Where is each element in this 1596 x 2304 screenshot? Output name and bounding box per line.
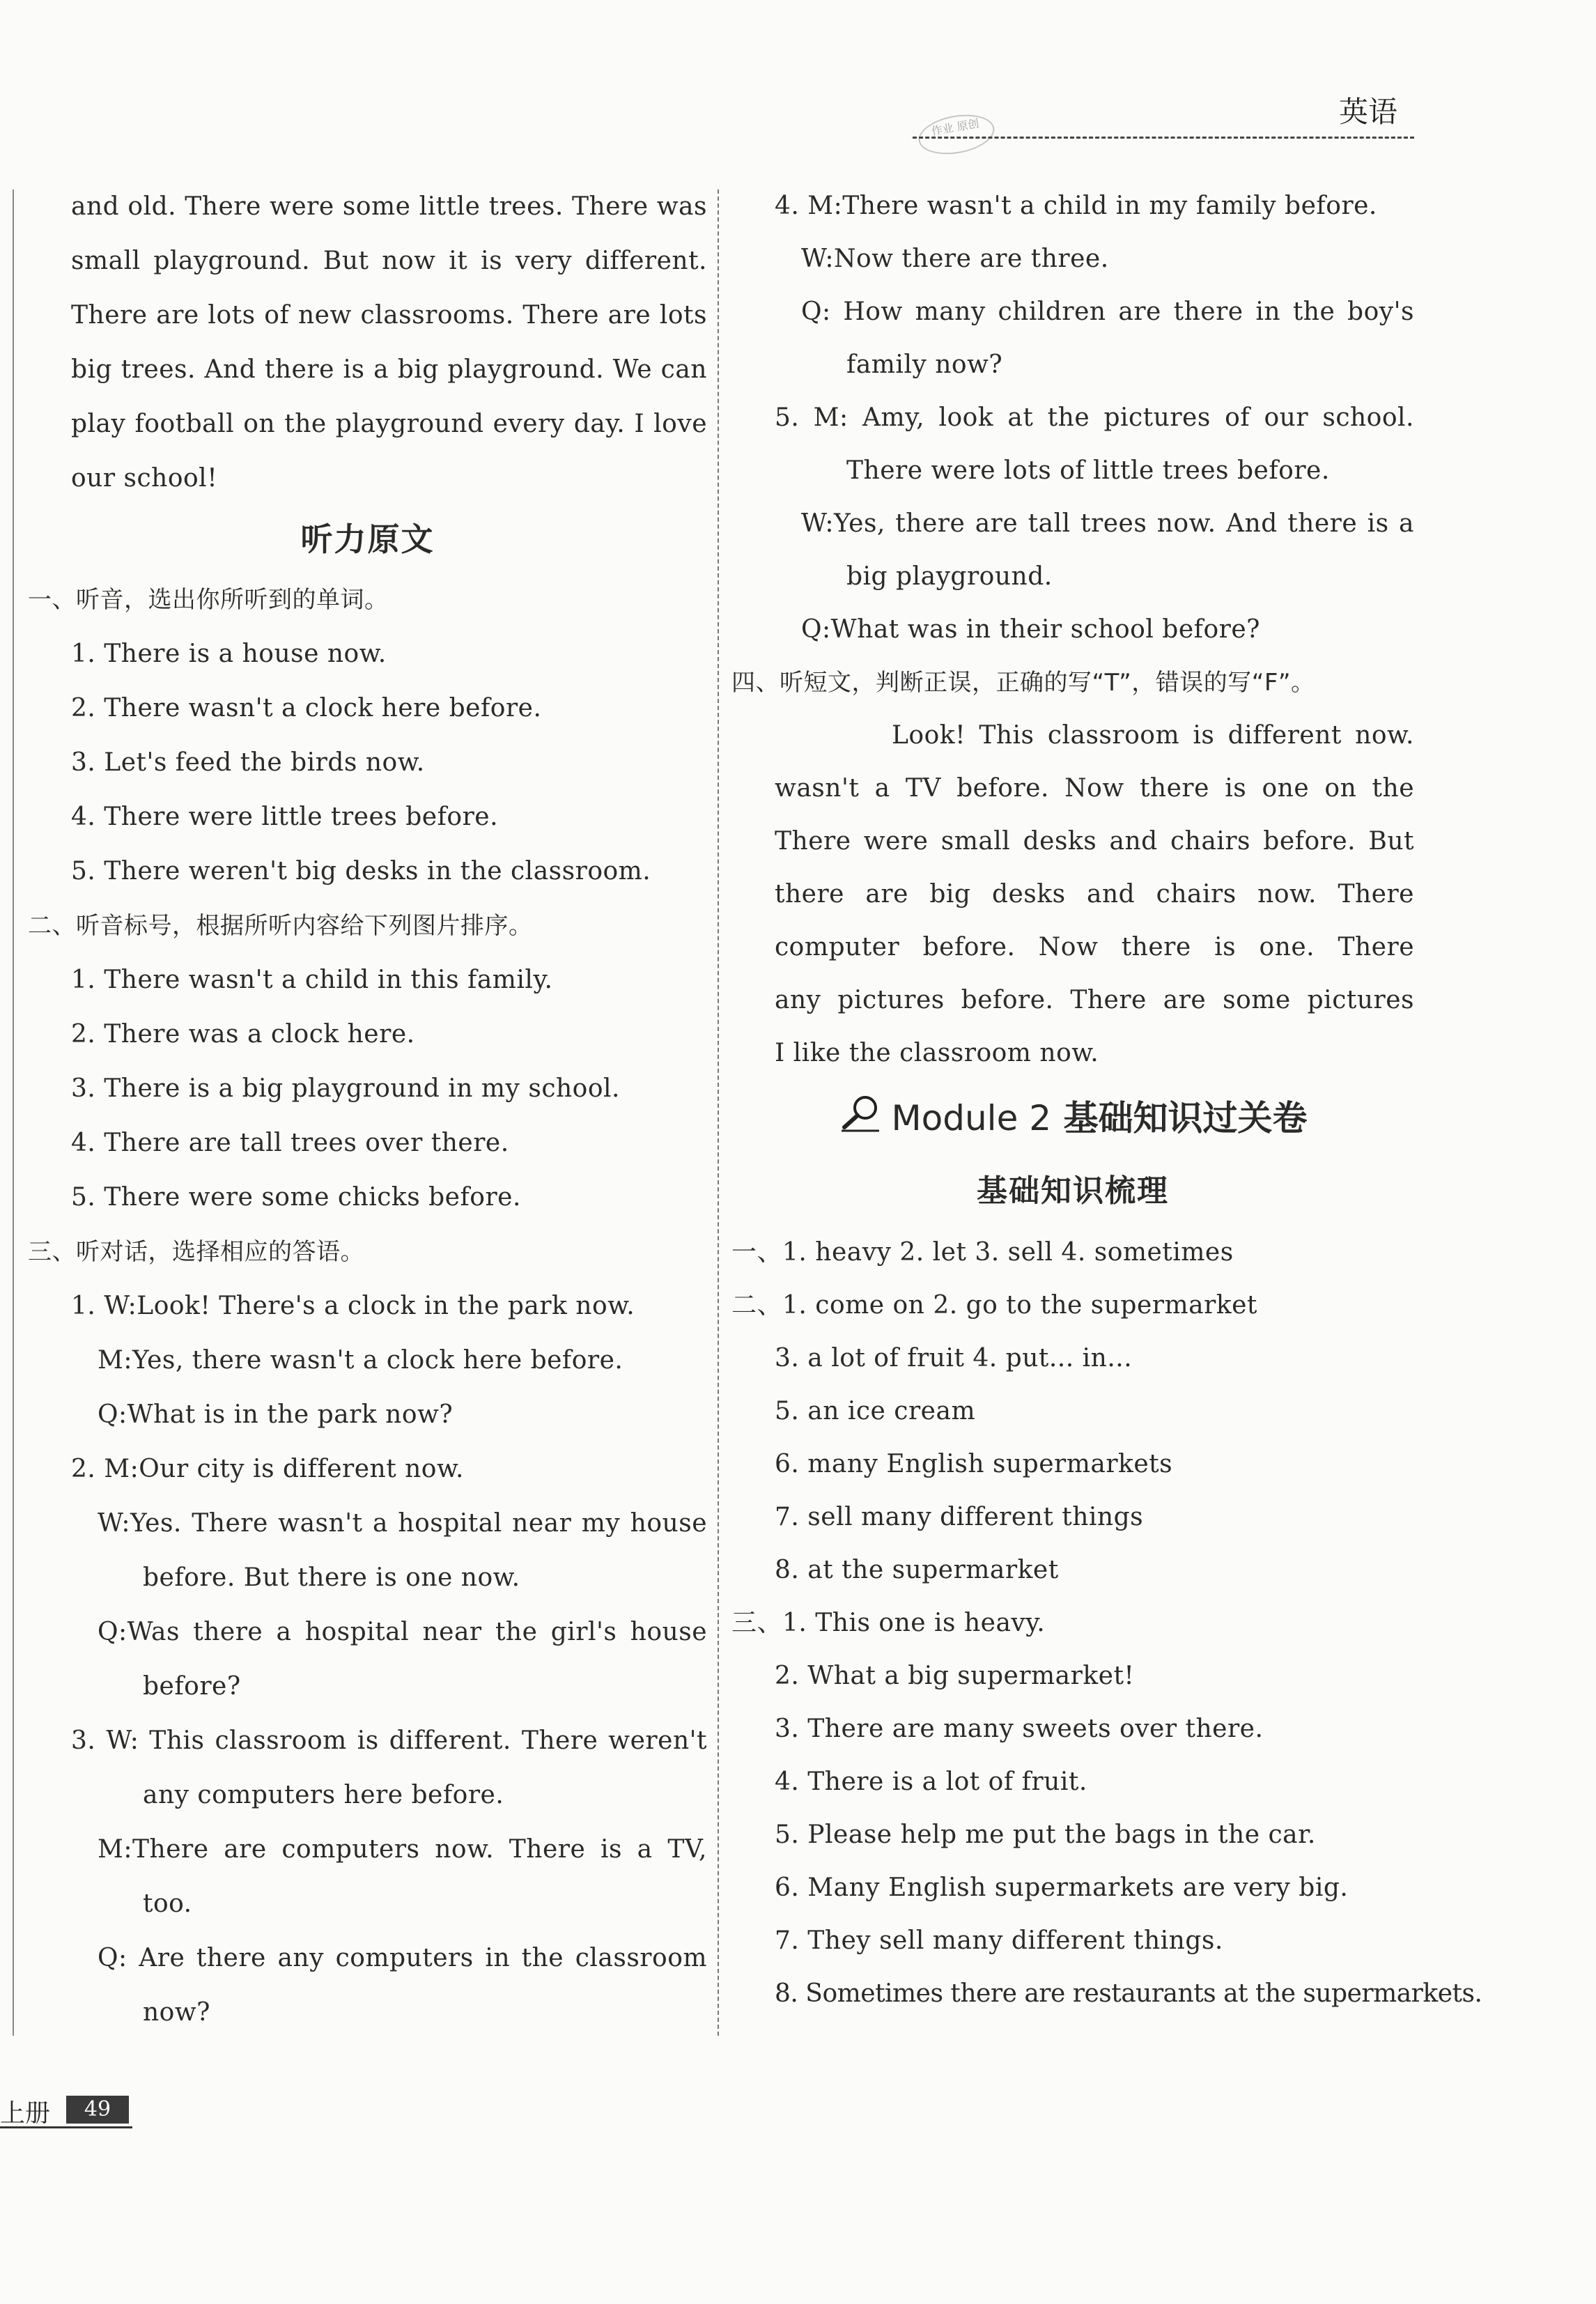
module-title	[731, 1080, 1414, 1157]
answer-line: 8. at the supermarket	[775, 1556, 1059, 1584]
part3-heading: 三、听对话，选择相应的答语。	[28, 1238, 364, 1266]
module-title-en: Module 2	[891, 1098, 1052, 1138]
dialogue-line: M:There are computers now. There is a TV,	[98, 1835, 707, 1864]
subtitle: 基础知识梳理	[977, 1173, 1169, 1209]
column-divider	[718, 190, 719, 2036]
passage-line: Look! This classroom is different now.	[892, 721, 1414, 750]
header-rule	[913, 137, 1414, 139]
answer-line: 5. an ice cream	[775, 1397, 976, 1425]
list-item: 1. There is a house now.	[71, 640, 387, 668]
answer-line: 三、1. This one is heavy.	[731, 1609, 1046, 1637]
passage-line: There are lots of new classrooms. There are lots	[71, 301, 707, 330]
header-subject: 英语	[1339, 95, 1398, 129]
module-title-cn: 基础知识过关卷	[1063, 1098, 1308, 1138]
dialogue-line: W:Yes, there are tall trees now. And there is a	[801, 509, 1414, 538]
passage-line: any pictures before. There are some pictures	[775, 986, 1414, 1014]
list-item: 3. Let's feed the birds now.	[71, 748, 425, 777]
dialogue-line: family now?	[846, 350, 1003, 379]
dialogue-line: big playground.	[846, 562, 1053, 591]
footer-page-number: 49	[66, 2096, 129, 2124]
dialogue-line: Q:What is in the park now?	[98, 1400, 454, 1429]
right-column	[731, 180, 1482, 2020]
dialogue-line: Q: Are there any computers in the classroom	[98, 1944, 707, 1972]
passage-line: there are big desks and chairs now. There	[775, 880, 1414, 909]
dialogue-line: too.	[143, 1889, 192, 1918]
dialogue-line: 4. M:There wasn't a child in my family before.	[775, 192, 1377, 220]
passage-line: play football on the playground every day. I love	[71, 410, 707, 438]
part1-heading: 一、听音，选出你所听到的单词。	[28, 586, 389, 614]
list-item: 1. There wasn't a child in this family.	[71, 966, 553, 994]
passage-line: wasn't a TV before. Now there is one on the	[775, 774, 1414, 803]
answer-line: 2. What a big supermarket!	[775, 1662, 1135, 1690]
dialogue-line: any computers here before.	[143, 1781, 504, 1809]
footer-volume-label: 上册	[0, 2099, 51, 2128]
list-item: 2. There wasn't a clock here before.	[71, 694, 542, 722]
answer-line: 6. many English supermarkets	[775, 1450, 1173, 1478]
footer-rule	[0, 2126, 132, 2128]
answer-line: 一、1. heavy 2. let 3. sell 4. sometimes	[731, 1238, 1234, 1267]
dialogue-line: now?	[143, 1998, 210, 2027]
answer-line: 3. a lot of fruit 4. put... in...	[775, 1344, 1133, 1373]
left-edge-rule	[13, 190, 14, 2036]
part2-heading: 二、听音标号，根据所听内容给下列图片排序。	[28, 912, 533, 940]
dialogue-line: before. But there is one now.	[143, 1563, 520, 1592]
dialogue-line: 1. W:Look! There's a clock in the park now.	[71, 1292, 635, 1320]
dialogue-line: Q:Was there a hospital near the girl's house	[98, 1618, 707, 1646]
answer-line: 4. There is a lot of fruit.	[775, 1768, 1087, 1796]
list-item: 3. There is a big playground in my school.	[71, 1074, 620, 1103]
passage-line: There were small desks and chairs before. But	[775, 827, 1414, 856]
answer-line: 8. Sometimes there are restaurants at the supermarkets.	[775, 1979, 1482, 2008]
answer-line: 7. They sell many different things.	[775, 1926, 1223, 1955]
dialogue-line: Q:What was in their school before?	[801, 615, 1260, 644]
passage-line: and old. There were some little trees. There was	[71, 192, 707, 221]
list-item: 5. There were some chicks before.	[71, 1183, 521, 1212]
passage-line: small playground. But now it is very different.	[71, 247, 707, 275]
passage-line: I like the classroom now.	[775, 1039, 1099, 1067]
list-item: 5. There weren't big desks in the classroom.	[71, 857, 651, 886]
list-item: 4. There were little trees before.	[71, 803, 499, 831]
answer-line: 二、1. come on 2. go to the supermarket	[731, 1291, 1257, 1320]
section-title: 听力原文	[300, 520, 435, 558]
dialogue-line: M:Yes, there wasn't a clock here before.	[98, 1346, 623, 1375]
dialogue-line: before?	[143, 1672, 241, 1701]
part4-heading: 四、听短文，判断正误，正确的写“T”，错误的写“F”。	[731, 669, 1315, 697]
answer-line: 6. Many English supermarkets are very big.	[775, 1873, 1349, 1902]
passage-line: our school!	[71, 464, 218, 493]
dialogue-line: 5. M: Amy, look at the pictures of our school.	[775, 403, 1414, 432]
answer-line: 7. sell many different things	[775, 1503, 1144, 1531]
dialogue-line: 3. W: This classroom is different. There weren't	[71, 1726, 707, 1755]
magnifier-icon	[839, 1083, 882, 1159]
dialogue-line: W:Now there are three.	[801, 245, 1109, 273]
passage-line: big trees. And there is a big playground. We can	[71, 355, 707, 384]
dialogue-line: There were lots of little trees before.	[846, 456, 1330, 485]
dialogue-line: 2. M:Our city is different now.	[71, 1455, 464, 1483]
header-stamp: 作业 原创	[915, 109, 998, 160]
dialogue-line: W:Yes. There wasn't a hospital near my house	[98, 1509, 707, 1538]
dialogue-line: Q: How many children are there in the boy's	[801, 297, 1414, 326]
list-item: 4. There are tall trees over there.	[71, 1129, 509, 1157]
passage-line: computer before. Now there is one. There	[775, 933, 1414, 961]
left-column	[28, 180, 707, 2040]
answer-line: 3. There are many sweets over there.	[775, 1715, 1264, 1743]
list-item: 2. There was a clock here.	[71, 1020, 415, 1049]
answer-line: 5. Please help me put the bags in the car.	[775, 1820, 1316, 1849]
